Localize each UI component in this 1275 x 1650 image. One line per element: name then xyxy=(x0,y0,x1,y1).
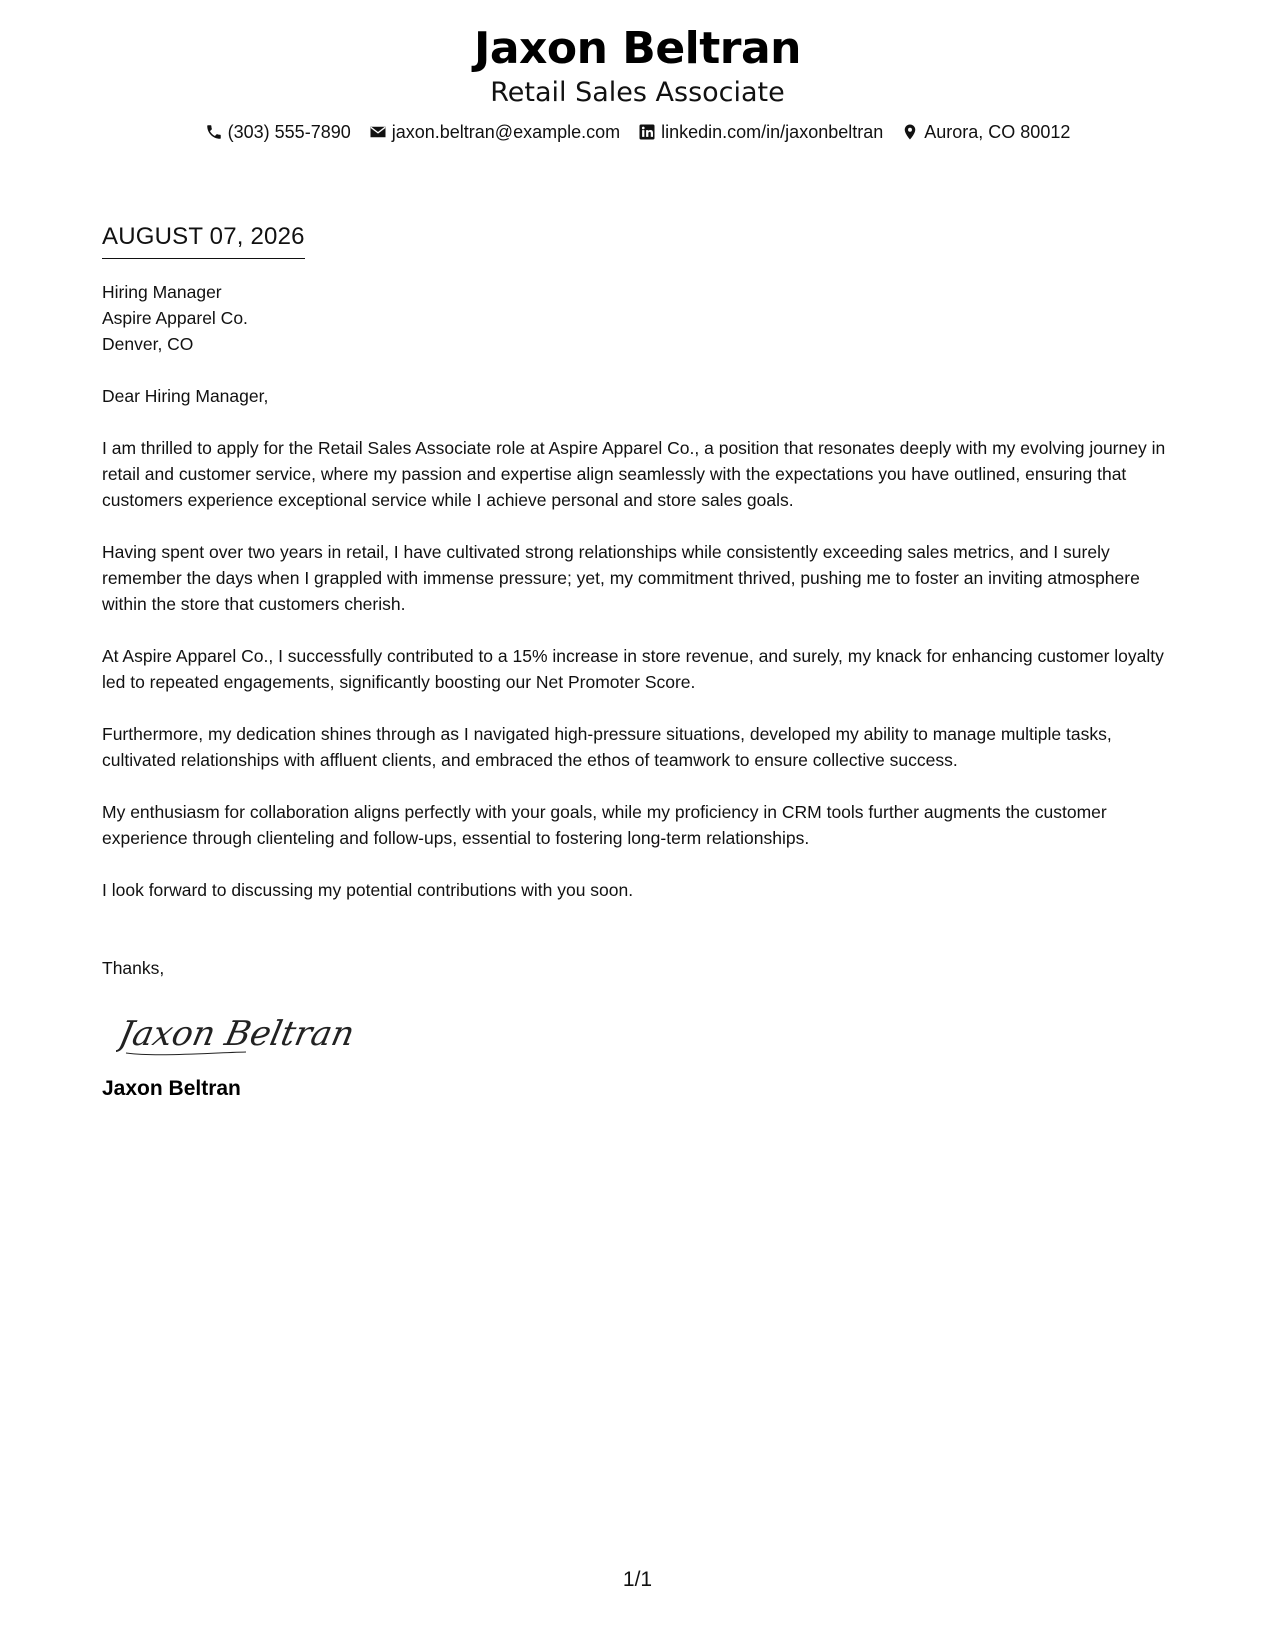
applicant-name: Jaxon Beltran xyxy=(473,23,802,74)
recipient-block xyxy=(102,279,1172,357)
letter-header xyxy=(0,22,1275,144)
body-paragraph: Furthermore, my dedication shines through as I navigated high-pressure situations, developed my ability to manage multiple tasks, cultivated relationships with affluent clients, and embraced the ethos of teamwork to ensure collective success. xyxy=(102,724,1112,770)
recipient-line: Hiring Manager xyxy=(102,282,222,302)
envelope-icon xyxy=(369,123,387,141)
page-number: 1/1 xyxy=(622,1568,653,1591)
phone-icon xyxy=(205,123,223,141)
signer-name: Jaxon Beltran xyxy=(102,1077,241,1100)
phone-text: (303) 555-7890 xyxy=(227,122,351,142)
letter-date: AUGUST 07, 2026 xyxy=(102,223,305,250)
linkedin-icon xyxy=(638,123,656,141)
body-paragraph: At Aspire Apparel Co., I successfully contributed to a 15% increase in store revenue, and surely, my knack for enhancing customer loyalty led to repeated engagements, significantly boosting our Net Promoter Score. xyxy=(102,646,1164,692)
linkedin-text: linkedin.com/in/jaxonbeltran xyxy=(661,122,884,142)
applicant-role: Retail Sales Associate xyxy=(490,77,785,108)
recipient-line: Aspire Apparel Co. xyxy=(102,308,248,328)
contact-phone[interactable] xyxy=(205,120,351,144)
map-pin-icon xyxy=(901,123,919,141)
closing: Thanks, xyxy=(102,958,165,978)
body-paragraph: I look forward to discussing my potential contributions with you soon. xyxy=(102,880,634,900)
location-text: Aurora, CO 80012 xyxy=(924,122,1071,142)
salutation: Dear Hiring Manager, xyxy=(102,386,269,406)
contact-email[interactable] xyxy=(369,120,620,144)
body-paragraph: My enthusiasm for collaboration aligns perfectly with your goals, while my proficiency in CRM tools further augments the customer experience through clienteling and follow-ups, essential to fostering long-term relationships. xyxy=(102,802,1107,848)
contact-location xyxy=(901,120,1070,144)
signature-image xyxy=(116,1003,356,1063)
letter-date-block xyxy=(102,222,305,259)
letter-body xyxy=(102,222,1172,1103)
recipient-line: Denver, CO xyxy=(102,334,194,354)
body-paragraph: Having spent over two years in retail, I have cultivated strong relationships while consistently exceeding sales metrics, and I surely remember the days when I grappled with immense pressure; yet, my commitment thrived, pushing me to foster an inviting atmosphere within the store that customers cherish. xyxy=(102,542,1140,614)
email-text: jaxon.beltran@example.com xyxy=(391,122,621,142)
body-paragraph: I am thrilled to apply for the Retail Sales Associate role at Aspire Apparel Co., a position that resonates deeply with my evolving journey in retail and customer service, where my passion and expertise align seamlessly with the expectations you have outlined, ensuring that customers experience exceptional service while I achieve personal and store sales goals. xyxy=(102,438,1166,510)
contact-linkedin[interactable] xyxy=(638,120,883,144)
signature-text: Jaxon Beltran xyxy=(116,1014,356,1054)
contact-bar xyxy=(0,120,1275,144)
